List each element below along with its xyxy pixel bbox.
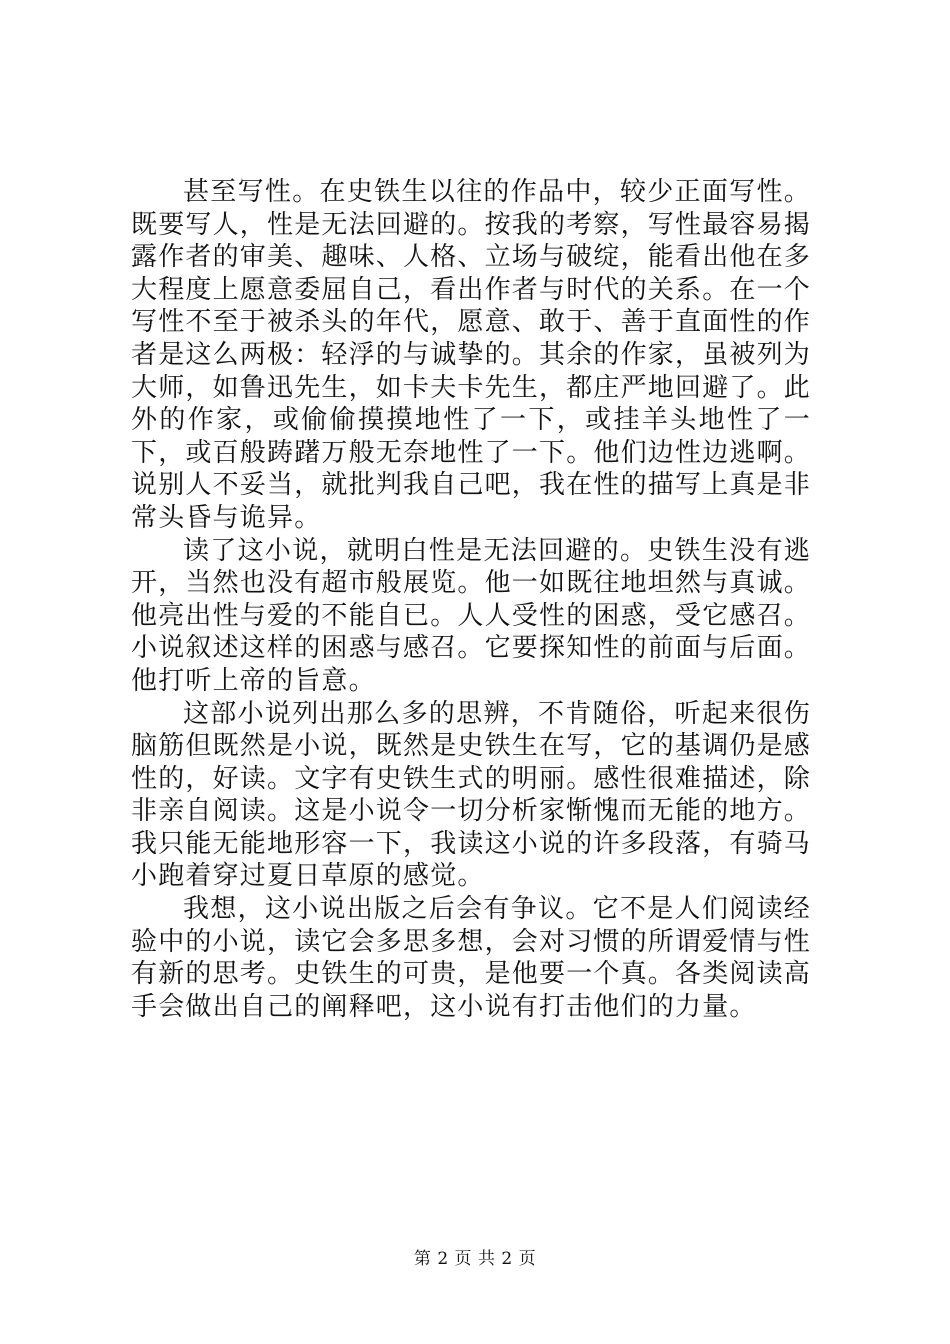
paragraph-2: 读了这小说，就明白性是无法回避的。史铁生没有逃开，当然也没有超市般展览。他一如既往地坦然与真诚。他亮出性与爱的不能自已。人人受性的困惑，受它感召。小说叙述这样的困惑与感召。它要探知性的前面与后面。他打听上帝的旨意。 (131, 535, 812, 696)
paragraph-3: 这部小说列出那么多的思辨，不肯随俗，听起来很伤脑筋但既然是小说，既然是史铁生在写，它的基调仍是感性的，好读。文字有史铁生式的明丽。感性很难描述，除非亲自阅读。这是小说令一切分析家惭愧而无能的地方。我只能无能地形容一下，我读这小说的许多段落，有骑马小跑着穿过夏日草原的感觉。 (131, 698, 812, 892)
body-text (131, 176, 811, 1023)
page-footer: 第 2 页 共 2 页 (413, 1249, 537, 1269)
paragraph-4: 我想，这小说出版之后会有争议。它不是人们阅读经验中的小说，读它会多思多想，会对习惯的所谓爱情与性有新的思考。史铁生的可贵，是他要一个真。各类阅读高手会做出自己的阐释吧，这小说有打击他们的力量。 (131, 894, 812, 1022)
paragraph-1: 甚至写性。在史铁生以往的作品中，较少正面写性。既要写人，性是无法回避的。按我的考察，写性最容易揭露作者的审美、趣味、人格、立场与破绽，能看出他在多大程度上愿意委屈自己，看出作者与时代的关系。在一个写性不至于被杀头的年代，愿意、敢于、善于直面性的作者是这么两极：轻浮的与诚挚的。其余的作家，虽被列为大师，如鲁迅先生，如卡夫卡先生，都庄严地回避了。此外的作家，或偷偷摸摸地性了一下，或挂羊头地性了一下，或百般踌躇万般无奈地性了一下。他们边性边逃啊。说别人不妥当，就批判我自己吧，我在性的描写上真是非常头昏与诡异。 (131, 177, 812, 533)
